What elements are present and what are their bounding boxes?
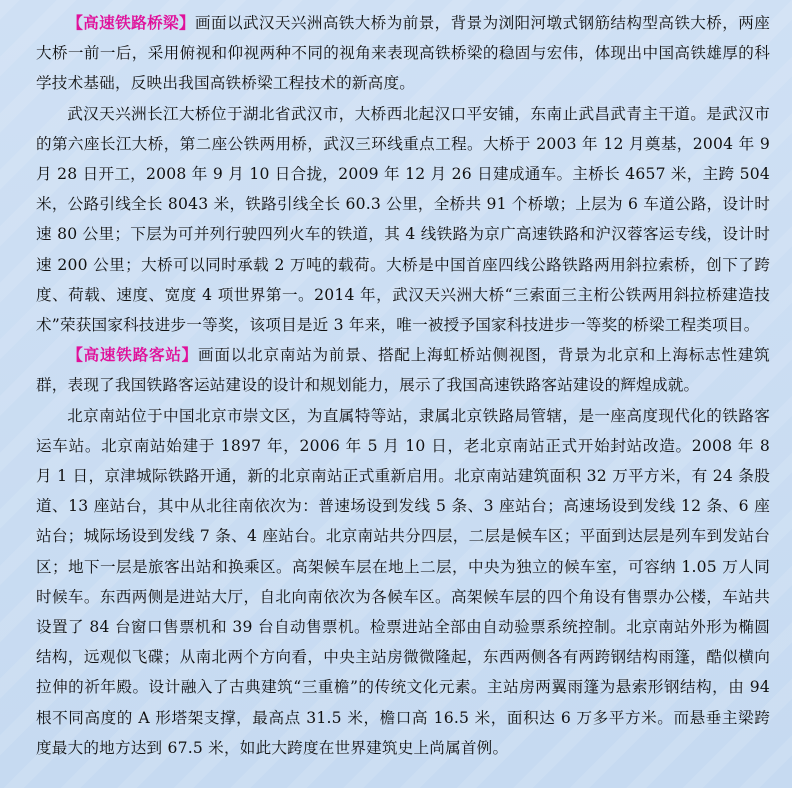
bridge-section-tag: 【高速铁路桥梁】 bbox=[67, 13, 196, 32]
station-section-tag: 【高速铁路客站】 bbox=[67, 345, 199, 365]
bridge-intro-text: 画面以武汉天兴洲高铁大桥为前景，背景为浏阳河墩式钢筋结构型高铁大桥，两座大桥一前一后，采用俯视和仰视两种不同的视角来表现高铁桥梁的稳固与宏伟，体现出中国高铁雄厚的科学技术基础，反映出我国高铁桥梁工程技术的新高度。 bbox=[36, 14, 771, 93]
station-body-paragraph: 北京南站位于中国北京市崇文区，为直属特等站，隶属北京铁路局管辖，是一座高度现代化的铁路客运车站。北京南站始建于 1897 年，2006 年 5 月 10 日，老北京南站正式开始封站改造。2008 年 8 月 1 日，京津城际铁路开通，新的北京南站正式重新启用。北京南站建筑面积 32 万平方米，有 24 条股道、13 座站台，其中从北往南依次为：普速场设到发线 5 条、3 座站台；高速场设到发线 12 条、6 座站台；城际场设到发线 7 条、4 座站台。北京南站共分四层，二层是候车区；平面到达层是列车到发站台区；地下一层是旅客出站和换乘区。高架候车层在地上二层，中央为独立的候车室，可容纳 1.05 万人同时候车。东西两侧是进站大厅，自北向南依次为各候车区。高架候车层的四个角设有售票办公楼，车站共设置了 84 台窗口售票机和 39 台自动售票机。检票进站全部由自动验票系统控制。北京南站外形为椭圆结构，远观似飞碟；从南北两个方向看，中央主站房微微隆起，东西两侧各有两跨钢结构雨篷，酷似横向拉伸的祈年殿。设计融入了古典建筑“三重檐”的传统文化元素。主站房两翼雨篷为悬索形钢结构，由 94 根不同高度的 A 形塔架支撑，最高点 31.5 米，檐口高 16.5 米，面积达 6 万多平方米。而悬垂主梁跨度最大的地方达到 67.5 米，如此大跨度在世界建筑史上尚属首例。 bbox=[36, 406, 770, 757]
station-intro-paragraph bbox=[36, 340, 770, 400]
station-intro-text: 画面以北京南站为前景、搭配上海虹桥站侧视图，背景为北京和上海标志性建筑群，表现了我国铁路客运站建设的设计和规划能力，展示了我国高速铁路客站建设的辉煌成就。 bbox=[36, 346, 770, 395]
bridge-body-paragraph: 武汉天兴洲长江大桥位于湖北省武汉市，大桥西北起汉口平安铺，东南止武昌武青主干道。是武汉市的第六座长江大桥，第二座公铁两用桥，武汉三环线重点工程。大桥于 2003 年 12 月奠基，2004 年 9 月 28 日开工，2008 年 9 月 10 日合拢，2009 年 12 月 26 日建成通车。主桥长 4657 米，主跨 504 米，公路引线全长 8043 米，铁路引线全长 60.3 公里，全桥共 91 个桥墩；上层为 6 车道公路，设计时速 80 公里；下层为可并列行驶四列火车的铁道，其 4 线铁路为京广高速铁路和沪汉蓉客运专线，设计时速 200 公里；大桥可以同时承载 2 万吨的载荷。大桥是中国首座四线公路铁路两用斜拉索桥，创下了跨度、荷载、速度、宽度 4 项世界第一。2014 年，武汉天兴洲大桥“三索面三主桁公铁两用斜拉桥建造技术”荣获国家科技进步一等奖，该项目是近 3 年来，唯一被授予国家科技进步一等奖的桥梁工程类项目。 bbox=[36, 104, 770, 335]
bridge-intro-paragraph bbox=[36, 8, 770, 99]
